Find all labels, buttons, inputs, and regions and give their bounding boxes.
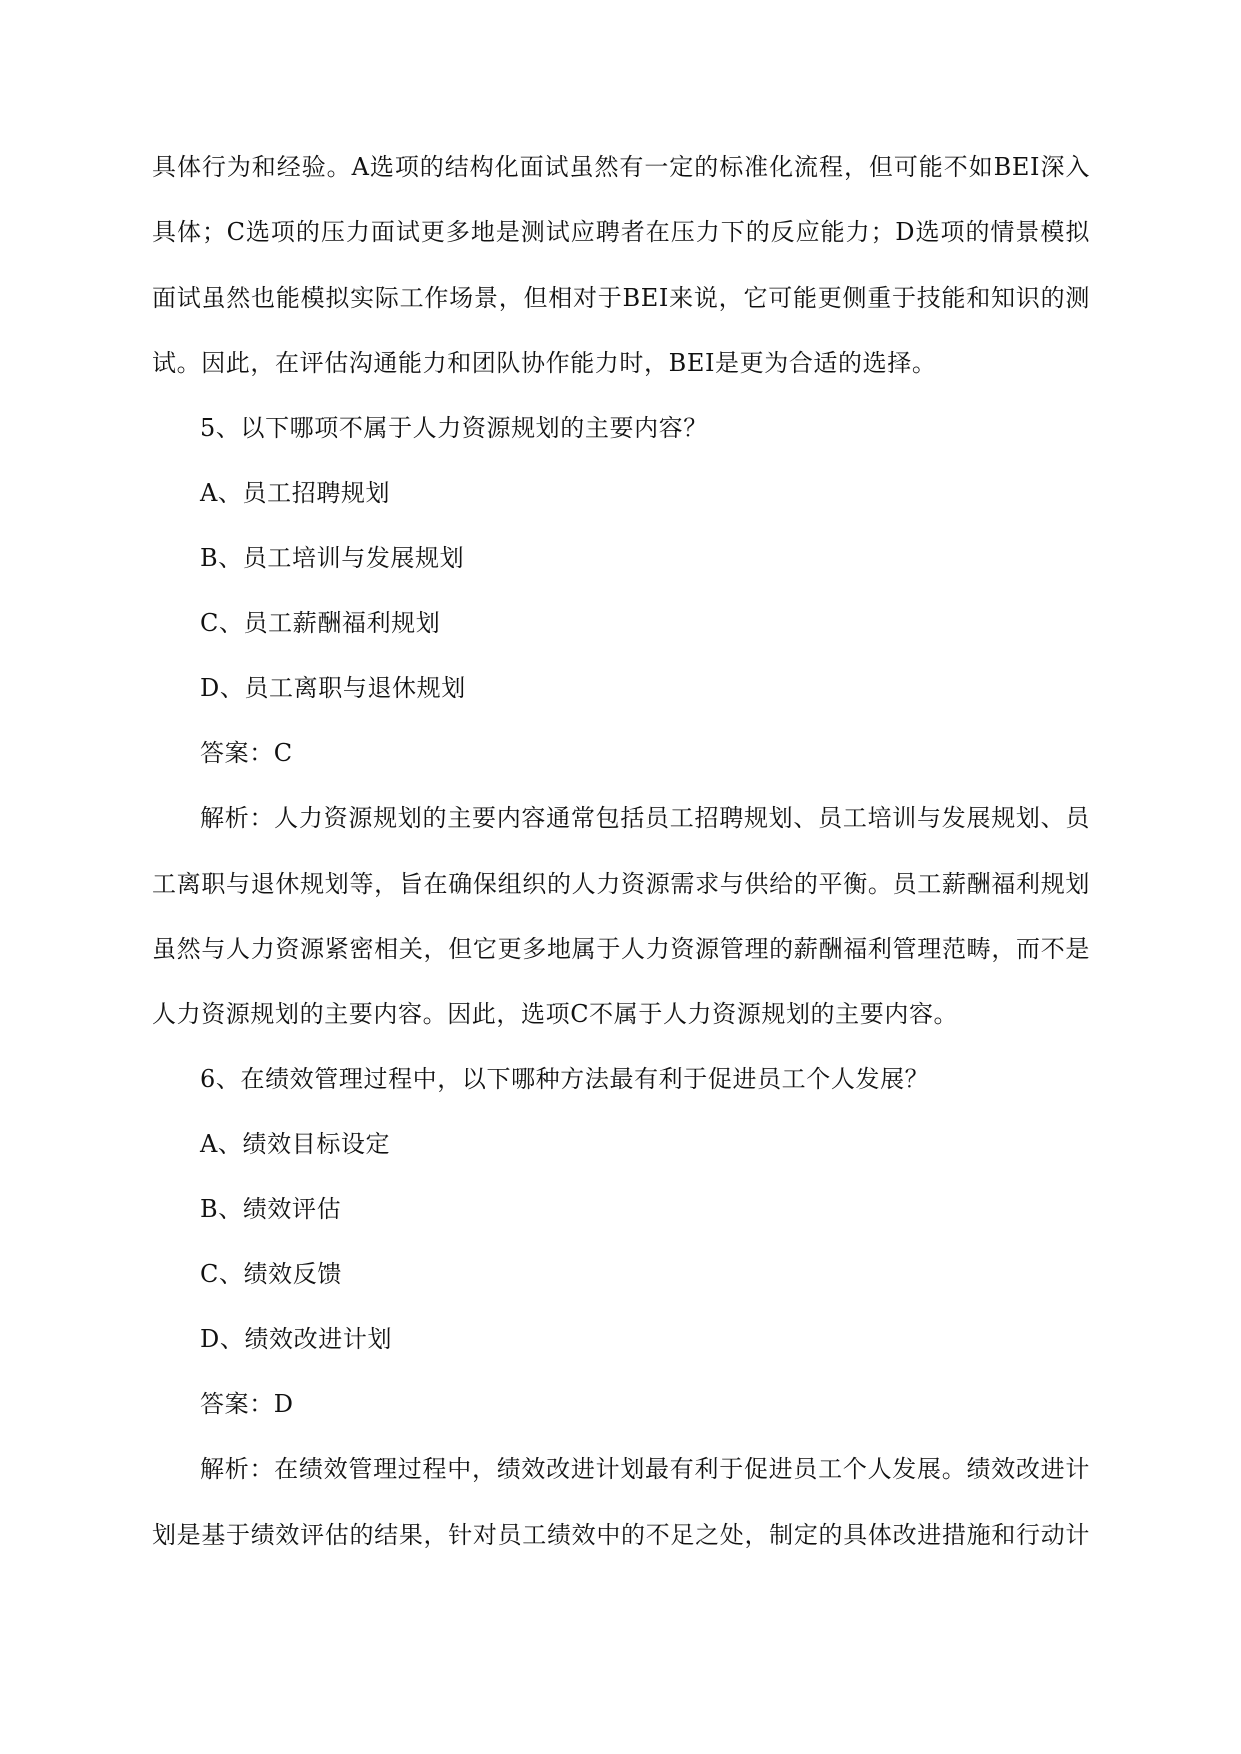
question-5: 5、以下哪项不属于人力资源规划的主要内容？ (200, 414, 708, 442)
q6-option-b: B、绩效评估 (200, 1195, 342, 1223)
question-6: 6、在绩效管理过程中，以下哪种方法最有利于促进员工个人发展？ (200, 1065, 930, 1093)
q5-option-c: C、员工薪酬福利规划 (200, 609, 441, 637)
q6-explanation-line: 划是基于绩效评估的结果，针对员工绩效中的不足之处，制定的具体改进措施和行动计 (152, 1521, 1090, 1549)
q6-explanation-line: 解析：在绩效管理过程中，绩效改进计划最有利于促进员工个人发展。绩效改进计 (200, 1455, 1090, 1483)
q6-option-a: A、绩效目标设定 (200, 1130, 391, 1158)
q5-option-b: B、员工培训与发展规划 (200, 544, 465, 572)
q5-option-d: D、员工离职与退休规划 (200, 674, 466, 702)
q5-explanation-line: 工离职与退休规划等，旨在确保组织的人力资源需求与供给的平衡。员工薪酬福利规划 (152, 870, 1090, 898)
q6-option-c: C、绩效反馈 (200, 1260, 342, 1288)
prev-explanation-line: 试。因此，在评估沟通能力和团队协作能力时，BEI是更为合适的选择。 (152, 349, 937, 377)
q5-answer: 答案：C (200, 739, 293, 767)
q5-option-a: A、员工招聘规划 (200, 479, 391, 507)
q5-explanation-line: 人力资源规划的主要内容。因此，选项C不属于人力资源规划的主要内容。 (152, 1000, 959, 1028)
q6-option-d: D、绩效改进计划 (200, 1325, 393, 1353)
prev-explanation-line: 面试虽然也能模拟实际工作场景，但相对于BEI来说，它可能更侧重于技能和知识的测 (152, 284, 1090, 312)
q6-answer: 答案：D (200, 1390, 294, 1418)
q5-explanation-line: 解析：人力资源规划的主要内容通常包括员工招聘规划、员工培训与发展规划、员 (200, 804, 1090, 832)
prev-explanation-line: 具体；C选项的压力面试更多地是测试应聘者在压力下的反应能力；D选项的情景模拟 (152, 218, 1090, 246)
q5-explanation-line: 虽然与人力资源紧密相关，但它更多地属于人力资源管理的薪酬福利管理范畴，而不是 (152, 935, 1090, 963)
prev-explanation-line: 具体行为和经验。A选项的结构化面试虽然有一定的标准化流程，但可能不如BEI深入 (152, 153, 1090, 181)
